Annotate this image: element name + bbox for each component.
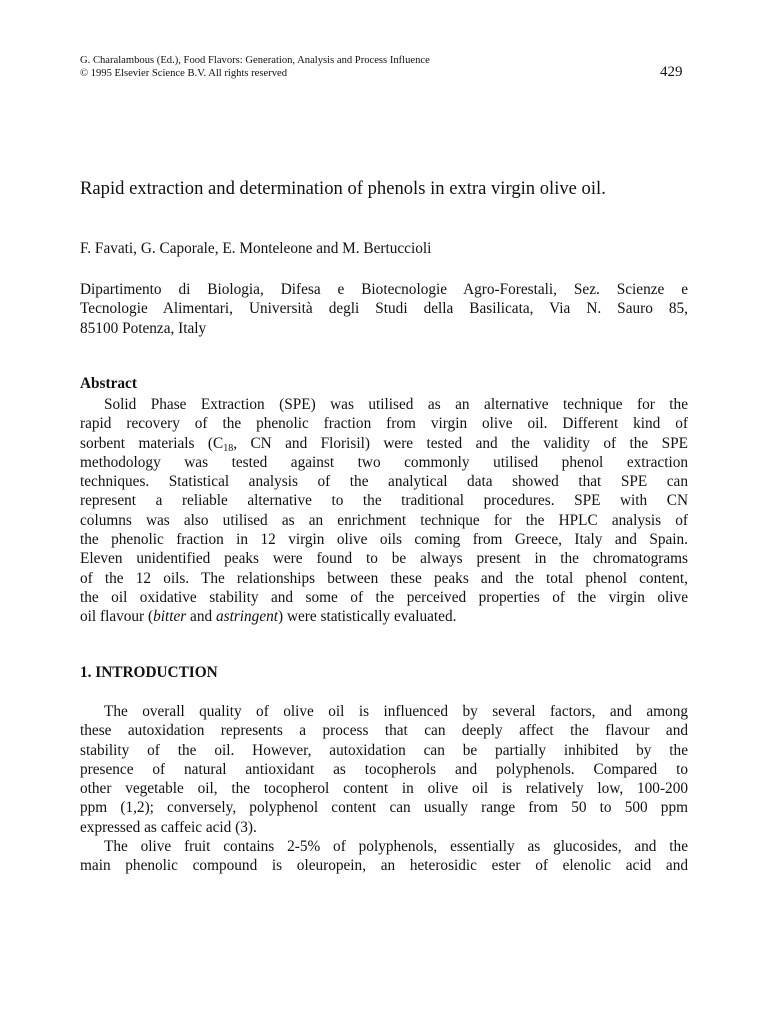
abstract-text: ) were statistically evaluated. (278, 608, 457, 626)
abstract-line: techniques. Statistical analysis of the analytical data showed that SPE can (80, 473, 688, 491)
abstract-heading: Abstract (80, 375, 137, 392)
abstract-line: the oil oxidative stability and some of the perceived properties of the virgin olive (80, 588, 688, 606)
abstract-text: oil flavour ( (80, 608, 154, 626)
abstract-line: represent a reliable alternative to the traditional procedures. SPE with CN (80, 492, 688, 510)
abstract-line: of the 12 oils. The relationships between these peaks and the total phenol content, (80, 569, 688, 587)
abstract-line: columns was also utilised as an enrichment technique for the HPLC analysis of (80, 511, 688, 529)
intro-line: these autoxidation represents a process that can deeply affect the flavour and (80, 722, 688, 740)
abstract-line: rapid recovery of the phenolic fraction from virgin olive oil. Different kind of (80, 415, 688, 433)
intro-line: The overall quality of olive oil is influenced by several factors, and among (104, 703, 688, 720)
abstract-line: the phenolic fraction in 12 virgin olive oils coming from Greece, Italy and Spain. (80, 531, 688, 549)
intro-line: ppm (1,2); conversely, polyphenol content can usually range from 50 to 500 ppm (80, 799, 688, 817)
abstract-line (80, 434, 688, 453)
affiliation (80, 280, 688, 338)
intro-line: presence of natural antioxidant as tocopherols and polyphenols. Compared to (80, 760, 688, 778)
italic-term: astringent (215, 608, 279, 626)
citation-header (80, 54, 692, 80)
abstract-line: methodology was tested against two commonly utilised phenol extraction (80, 453, 688, 471)
abstract-line: Solid Phase Extraction (SPE) was utilised as an alternative technique for the (104, 396, 688, 413)
abstract-text: , CN and Florisil) were tested and the validity of the SPE (233, 434, 688, 452)
italic-term: bitter (153, 608, 187, 626)
affiliation-line: Tecnologie Alimentari, Università degli Studi della Basilicata, Via N. Sauro 85, (80, 300, 688, 318)
page-number: 429 (660, 64, 683, 80)
intro-line: other vegetable oil, the tocopherol content in olive oil is relatively low, 100-200 (80, 780, 688, 798)
intro-line: The olive fruit contains 2-5% of polyphenols, essentially as glucosides, and the (104, 838, 688, 856)
paper-title: Rapid extraction and determination of phenols in extra virgin olive oil. (80, 178, 606, 199)
affiliation-line: 85100 Potenza, Italy (80, 319, 207, 337)
abstract-line: Eleven unidentified peaks were found to be always present in the chromatograms (80, 550, 688, 568)
copyright-notice: © 1995 Elsevier Science B.V. All rights reserved (80, 68, 288, 79)
intro-line: main phenolic compound is oleuropein, an heterosidic ester of elenolic acid and (80, 857, 688, 875)
section-heading-introduction: 1. INTRODUCTION (80, 664, 218, 681)
abstract-line (80, 607, 688, 626)
abstract-text: and (186, 608, 216, 626)
subscript: 18 (223, 442, 234, 454)
abstract-text: sorbent materials (C (80, 434, 224, 452)
intro-line: expressed as caffeic acid (3). (80, 818, 257, 836)
abstract-body (80, 395, 688, 627)
intro-line: stability of the oil. However, autoxidation can be partially inhibited by the (80, 741, 688, 759)
introduction-body (80, 702, 688, 876)
affiliation-line: Dipartimento di Biologia, Difesa e Biotecnologie Agro-Forestali, Sez. Scienze e (80, 281, 688, 298)
author-list: F. Favati, G. Caporale, E. Monteleone and M. Bertuccioli (80, 240, 432, 257)
citation-source: G. Charalambous (Ed.), Food Flavors: Generation, Analysis and Process Influence (80, 55, 430, 66)
